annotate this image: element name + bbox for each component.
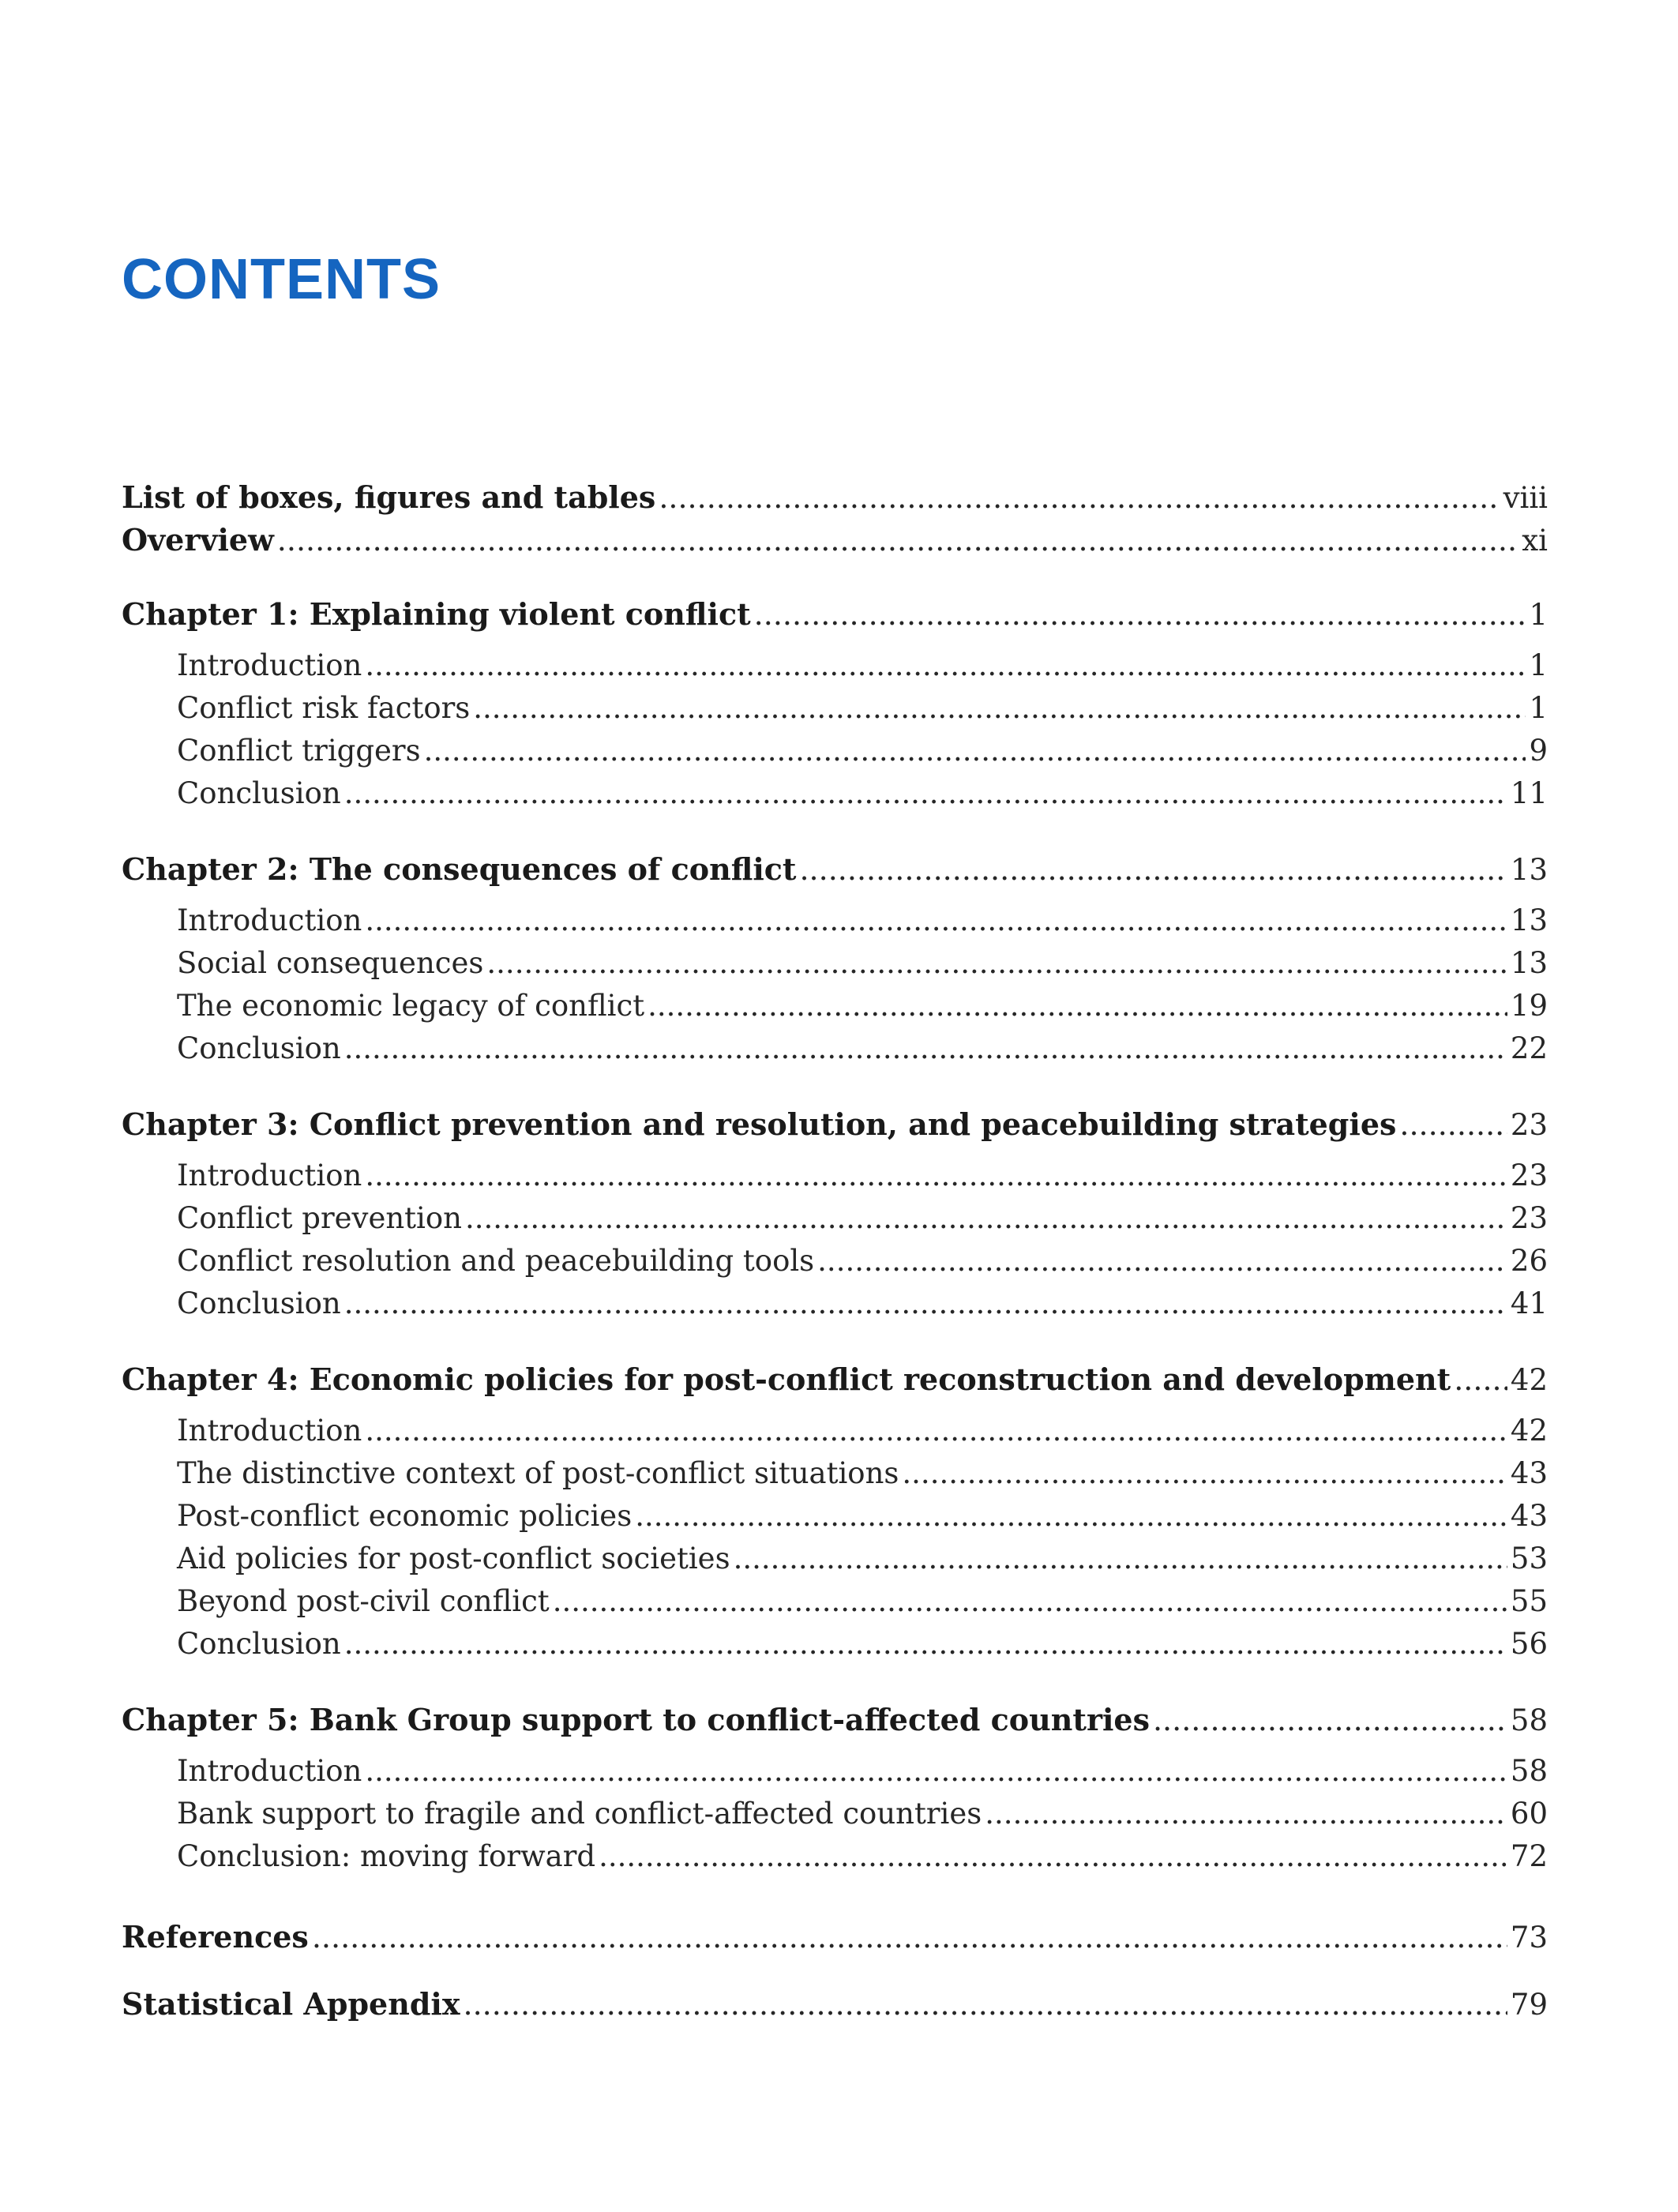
dot-leader (365, 1752, 1507, 1790)
toc-entry-chapter-4[interactable] (122, 1361, 1548, 1399)
toc-page-number: 42 (1510, 1363, 1548, 1397)
toc-label: Conclusion (177, 776, 341, 810)
toc-page-number: 1 (1529, 648, 1548, 682)
dot-leader (344, 1625, 1507, 1663)
toc-label: Conclusion (177, 1286, 341, 1320)
toc-page-number: 13 (1510, 903, 1548, 937)
dot-leader (1454, 1361, 1507, 1399)
dot-leader (553, 1583, 1507, 1621)
toc-entry-statistical-appendix[interactable] (122, 1985, 1548, 2023)
toc-page-number: 43 (1510, 1499, 1548, 1533)
toc-entry-ch4-introduction[interactable] (122, 1412, 1548, 1450)
toc-label: Post-conflict economic policies (177, 1499, 633, 1533)
toc-entry-ch3-conclusion[interactable] (122, 1285, 1548, 1323)
toc-label: Conclusion (177, 1627, 341, 1661)
toc-label: The distinctive context of post-conflict situations (177, 1456, 899, 1490)
dot-leader (365, 647, 1526, 685)
toc-entry-ch5-introduction[interactable] (122, 1752, 1548, 1790)
toc-label: Introduction (177, 1414, 362, 1448)
toc-page-number: 73 (1510, 1921, 1548, 1955)
toc-page-number: 58 (1510, 1754, 1548, 1788)
dot-leader (635, 1497, 1507, 1535)
toc-label: Chapter 2: The consequences of conflict (122, 851, 797, 887)
toc-label: Chapter 1: Explaining violent conflict (122, 596, 751, 632)
toc-page-number: 60 (1510, 1797, 1548, 1831)
toc-page-number: 79 (1510, 1988, 1548, 2022)
dot-leader (365, 1412, 1507, 1450)
dot-leader (277, 521, 1519, 559)
toc-entry-ch2-conclusion[interactable] (122, 1030, 1548, 1068)
toc-entry-ch3-prevention[interactable] (122, 1200, 1548, 1237)
dot-leader (902, 1455, 1507, 1493)
toc-entry-ch5-bank-support[interactable] (122, 1795, 1548, 1833)
dot-leader (465, 1200, 1507, 1237)
dot-leader (344, 1285, 1507, 1323)
toc-entry-ch4-beyond[interactable] (122, 1583, 1548, 1621)
toc-page-number: 11 (1510, 776, 1548, 810)
toc-label: Aid policies for post-conflict societies (177, 1542, 730, 1575)
toc-entry-chapter-1[interactable] (122, 595, 1548, 633)
toc-label: Conclusion: moving forward (177, 1839, 596, 1873)
toc-page-number: 1 (1529, 691, 1548, 725)
dot-leader (734, 1540, 1507, 1578)
dot-leader (1399, 1106, 1507, 1144)
dot-leader (344, 1030, 1507, 1068)
dot-leader (799, 851, 1507, 888)
toc-entry-ch5-conclusion[interactable] (122, 1838, 1548, 1876)
toc-page-number: 13 (1510, 946, 1548, 980)
toc-label: List of boxes, figures and tables (122, 479, 656, 515)
dot-leader (344, 775, 1507, 813)
toc-page-number: 72 (1510, 1839, 1548, 1873)
dot-leader (464, 1985, 1507, 2023)
toc-entry-chapter-3[interactable] (122, 1106, 1548, 1144)
toc-label: Introduction (177, 648, 362, 682)
toc-entry-ch2-social[interactable] (122, 945, 1548, 982)
toc-entry-chapter-5[interactable] (122, 1701, 1548, 1739)
toc-page-number: 55 (1510, 1584, 1548, 1618)
toc-page-number: 23 (1510, 1201, 1548, 1235)
toc-entry-references[interactable] (122, 1918, 1548, 1956)
toc-entry-ch1-risk-factors[interactable] (122, 689, 1548, 727)
dot-leader (312, 1918, 1507, 1956)
toc-page-number: 9 (1529, 734, 1548, 768)
toc-label: Introduction (177, 1754, 362, 1788)
toc-label: Conflict triggers (177, 734, 421, 768)
dot-leader (648, 987, 1507, 1025)
toc-page-number: 13 (1510, 853, 1548, 887)
toc-label: The economic legacy of conflict (177, 989, 645, 1023)
dot-leader (486, 945, 1507, 982)
toc-entry-ch1-triggers[interactable] (122, 732, 1548, 770)
toc-label: Conclusion (177, 1031, 341, 1065)
toc-label: Conflict resolution and peacebuilding tools (177, 1244, 815, 1278)
dot-leader (817, 1242, 1507, 1280)
dot-leader (365, 1157, 1507, 1195)
toc-entry-ch2-introduction[interactable] (122, 902, 1548, 940)
dot-leader (659, 479, 1500, 516)
toc-label: Bank support to fragile and conflict-affected countries (177, 1797, 982, 1831)
dot-leader (599, 1838, 1507, 1876)
toc-page-number: 22 (1510, 1031, 1548, 1065)
toc-label: Chapter 4: Economic policies for post-conflict reconstruction and development (122, 1361, 1451, 1397)
toc-page-number: 58 (1510, 1703, 1548, 1737)
toc-entry-overview[interactable] (122, 521, 1548, 559)
toc-page-number: 23 (1510, 1108, 1548, 1142)
page-title: CONTENTS (122, 248, 441, 311)
toc-page-number: 43 (1510, 1456, 1548, 1490)
toc-page-number: 19 (1510, 989, 1548, 1023)
toc-entry-ch3-resolution-tools[interactable] (122, 1242, 1548, 1280)
toc-page-number: 23 (1510, 1159, 1548, 1192)
toc-label: Social consequences (177, 946, 484, 980)
dot-leader (1153, 1701, 1507, 1739)
dot-leader (754, 595, 1526, 633)
toc-entry-ch4-aid-policies[interactable] (122, 1540, 1548, 1578)
toc-page-number: 42 (1510, 1414, 1548, 1448)
toc-page-number: 26 (1510, 1244, 1548, 1278)
toc-page-number: 53 (1510, 1542, 1548, 1575)
toc-entry-ch2-economic-legacy[interactable] (122, 987, 1548, 1025)
dot-leader (985, 1795, 1507, 1833)
toc-page-number: 1 (1529, 598, 1548, 632)
toc-entry-ch4-distinctive-context[interactable] (122, 1455, 1548, 1493)
toc-entry-chapter-2[interactable] (122, 851, 1548, 888)
dot-leader (365, 902, 1507, 940)
toc-label: Conflict risk factors (177, 691, 471, 725)
toc-entry-ch3-introduction[interactable] (122, 1157, 1548, 1195)
toc-label: Conflict prevention (177, 1201, 462, 1235)
toc-page-number: 56 (1510, 1627, 1548, 1661)
toc-entry-ch1-introduction[interactable] (122, 647, 1548, 685)
toc-label: Chapter 3: Conflict prevention and resolution, and peacebuilding strategies (122, 1106, 1397, 1142)
toc-label: Introduction (177, 1159, 362, 1192)
toc-label: Statistical Appendix (122, 1986, 460, 2022)
toc-entry-ch1-conclusion[interactable] (122, 775, 1548, 813)
toc-entry-ch4-economic-policies[interactable] (122, 1497, 1548, 1535)
toc-page-number: 41 (1510, 1286, 1548, 1320)
toc-entry-list-of-boxes[interactable] (122, 479, 1548, 516)
toc-label: Overview (122, 522, 274, 558)
toc-page-number: viii (1503, 481, 1548, 515)
toc-label: Chapter 5: Bank Group support to conflict-affected countries (122, 1702, 1150, 1737)
toc-page-number: xi (1522, 524, 1548, 558)
toc-entry-ch4-conclusion[interactable] (122, 1625, 1548, 1663)
dot-leader (473, 689, 1526, 727)
toc-label: Introduction (177, 903, 362, 937)
toc-label: Beyond post-civil conflict (177, 1584, 550, 1618)
toc-label: References (122, 1919, 309, 1955)
dot-leader (424, 732, 1526, 770)
